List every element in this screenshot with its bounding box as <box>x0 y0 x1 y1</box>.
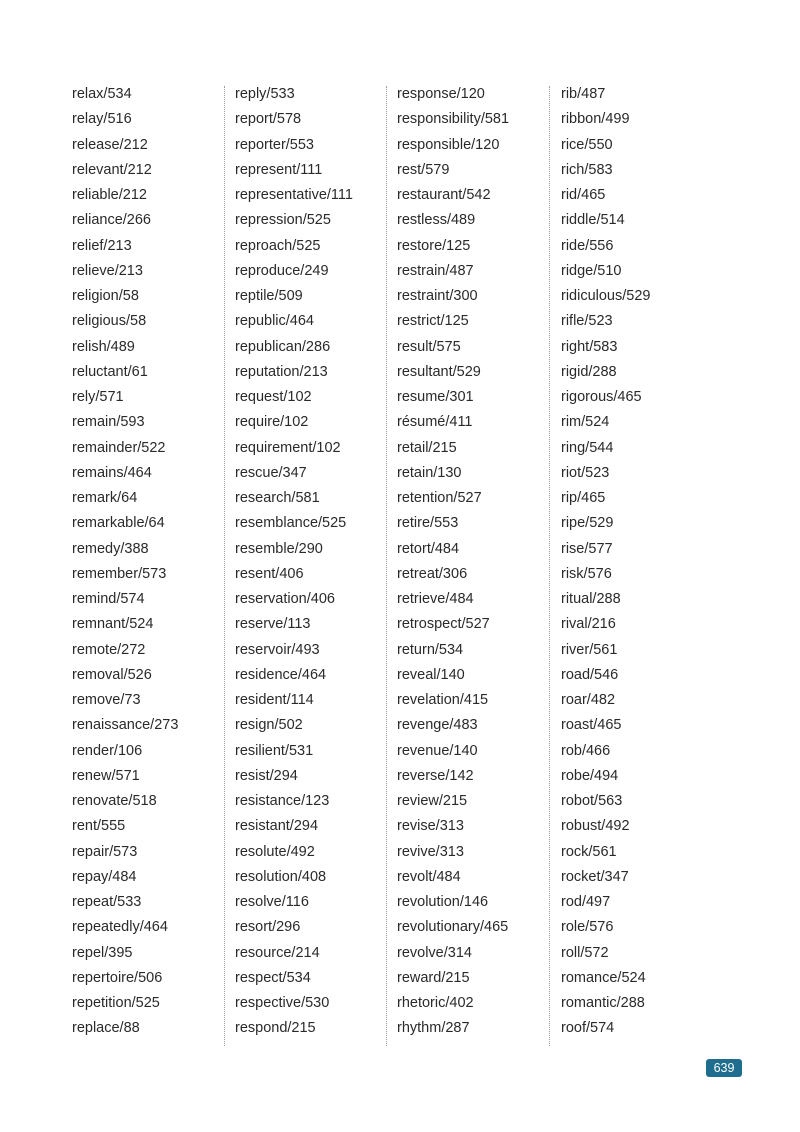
index-entry: repel/395 <box>72 944 133 961</box>
index-entry: ring/544 <box>561 439 614 456</box>
index-entry: ripe/529 <box>561 515 614 532</box>
index-entry: reply/533 <box>235 86 295 102</box>
index-entry: revolve/314 <box>397 944 472 961</box>
index-entry: respond/215 <box>235 1020 316 1037</box>
index-entry: responsible/120 <box>397 136 500 153</box>
index-entry: reproach/525 <box>235 237 321 254</box>
index-entry: retort/484 <box>397 540 460 557</box>
index-entry: resident/114 <box>235 692 314 708</box>
index-entry: removal/526 <box>72 666 152 683</box>
index-entry: rest/579 <box>397 161 450 178</box>
index-entry: rocket/347 <box>561 868 629 885</box>
index-entry: remarkable/64 <box>72 515 165 532</box>
index-entry: romance/524 <box>561 969 646 986</box>
index-entry: revolt/484 <box>397 868 461 885</box>
index-entry: reveal/140 <box>397 666 465 683</box>
index-entry: replace/88 <box>72 1020 140 1037</box>
index-entry: resemble/290 <box>235 540 323 557</box>
index-entry: retain/130 <box>397 464 462 481</box>
index-entry: remains/464 <box>72 464 152 481</box>
index-entry: represent/111 <box>235 161 323 178</box>
index-entry: republican/286 <box>235 338 331 355</box>
index-entry: remote/272 <box>72 641 146 658</box>
index-entry: result/575 <box>397 338 461 355</box>
index-entry: rigid/288 <box>561 363 617 380</box>
index-entry: religion/58 <box>72 288 139 304</box>
index-entry: release/212 <box>72 136 148 153</box>
index-entry: resistance/123 <box>235 793 330 809</box>
index-entry: resort/296 <box>235 919 301 936</box>
index-entry: rid/465 <box>561 187 606 203</box>
index-entry: restrict/125 <box>397 313 469 330</box>
index-entry: resent/406 <box>235 565 304 582</box>
index-entry: renovate/518 <box>72 793 157 809</box>
index-entry: rod/497 <box>561 894 611 910</box>
index-entry: revive/313 <box>397 843 464 860</box>
index-entry: resultant/529 <box>397 363 481 380</box>
index-entry: relay/516 <box>72 111 132 128</box>
index-entry: roast/465 <box>561 717 622 734</box>
index-entry: return/534 <box>397 641 464 658</box>
index-entry: risk/576 <box>561 565 612 582</box>
index-entry: responsibility/581 <box>397 111 510 128</box>
index-entry: retrieve/484 <box>397 591 474 607</box>
column-divider <box>224 86 225 1046</box>
index-entry: reporter/553 <box>235 136 314 153</box>
index-entry: relieve/213 <box>72 262 143 279</box>
index-entry: ride/556 <box>561 237 614 254</box>
index-entry: remainder/522 <box>72 439 166 456</box>
index-entry: resist/294 <box>235 767 298 784</box>
index-entry: retire/553 <box>397 515 459 532</box>
index-entry: ridiculous/529 <box>561 288 651 304</box>
index-entry: riddle/514 <box>561 212 625 229</box>
index-entry: reliable/212 <box>72 187 147 203</box>
index-entry: resistant/294 <box>235 818 319 835</box>
index-entry: resume/301 <box>397 389 474 405</box>
index-entry: revise/313 <box>397 818 464 835</box>
index-entry: reward/215 <box>397 969 470 986</box>
index-entry: revolutionary/465 <box>397 919 509 936</box>
index-entry: rob/466 <box>561 742 611 759</box>
index-entry: requirement/102 <box>235 439 341 456</box>
index-entry: repeatedly/464 <box>72 919 168 936</box>
index-entry: remnant/524 <box>72 616 154 633</box>
index-entry: right/583 <box>561 338 618 355</box>
index-entry: reliance/266 <box>72 212 151 229</box>
index-entry: report/578 <box>235 111 302 128</box>
index-entry: remove/73 <box>72 692 141 708</box>
index-entry: representative/111 <box>235 187 353 203</box>
index-entry: repression/525 <box>235 212 331 229</box>
index-entry: repetition/525 <box>72 995 160 1011</box>
index-entry: reservation/406 <box>235 591 335 607</box>
index-entry: rigorous/465 <box>561 389 642 405</box>
index-entry: republic/464 <box>235 313 314 330</box>
index-entry: rise/577 <box>561 540 613 557</box>
index-entry: rent/555 <box>72 818 126 835</box>
index-entry: require/102 <box>235 414 309 431</box>
index-entry: road/546 <box>561 666 619 683</box>
index-entry: remain/593 <box>72 414 145 431</box>
index-entry: reluctant/61 <box>72 363 148 380</box>
index-entry: ritual/288 <box>561 591 621 607</box>
column-divider <box>386 86 387 1046</box>
index-entry: renew/571 <box>72 767 140 784</box>
index-entry: rim/524 <box>561 414 610 431</box>
index-entry: relish/489 <box>72 338 135 355</box>
index-entry: reserve/113 <box>235 616 311 633</box>
index-entry: role/576 <box>561 919 614 936</box>
index-entry: résumé/411 <box>397 414 473 431</box>
index-entry: resilient/531 <box>235 742 314 759</box>
index-entry: restraint/300 <box>397 288 478 304</box>
index-entry: residence/464 <box>235 666 327 683</box>
index-entry: resign/502 <box>235 717 303 734</box>
index-entry: robust/492 <box>561 818 630 835</box>
index-entry: render/106 <box>72 742 143 759</box>
index-entry: resolve/116 <box>235 894 309 910</box>
index-entry: repeat/533 <box>72 894 142 910</box>
index-entry: request/102 <box>235 389 312 405</box>
index-entry: resolute/492 <box>235 843 315 860</box>
index-entry: response/120 <box>397 86 485 102</box>
index-entry: relief/213 <box>72 237 132 254</box>
index-entry: reverse/142 <box>397 767 474 784</box>
index-entry: review/215 <box>397 793 468 809</box>
index-entry: respect/534 <box>235 969 311 986</box>
index-entry: remark/64 <box>72 490 138 506</box>
index-entry: revolution/146 <box>397 894 489 910</box>
index-entry: roof/574 <box>561 1020 615 1037</box>
index-entry: roar/482 <box>561 692 616 708</box>
index-entry: rib/487 <box>561 86 606 102</box>
page-number-badge: 639 <box>706 1059 742 1077</box>
index-entry: religious/58 <box>72 313 147 330</box>
index-entry: rely/571 <box>72 389 124 405</box>
index-entry: rock/561 <box>561 843 617 860</box>
index-column-3 <box>397 82 509 1042</box>
index-entry: research/581 <box>235 490 320 506</box>
index-entry: restaurant/542 <box>397 187 491 203</box>
index-entry: rhetoric/402 <box>397 995 474 1011</box>
index-entry: reputation/213 <box>235 363 328 380</box>
index-entry: robe/494 <box>561 767 619 784</box>
index-entry: relevant/212 <box>72 161 152 178</box>
index-entry: romantic/288 <box>561 995 645 1011</box>
index-entry: rich/583 <box>561 161 613 178</box>
index-entry: rhythm/287 <box>397 1020 470 1037</box>
index-entry: restrain/487 <box>397 262 474 279</box>
index-entry: restore/125 <box>397 237 471 254</box>
index-entry: revenge/483 <box>397 717 478 734</box>
index-entry: repay/484 <box>72 868 137 885</box>
index-entry: robot/563 <box>561 793 623 809</box>
column-divider <box>549 86 550 1046</box>
index-entry: retail/215 <box>397 439 457 456</box>
index-entry: resource/214 <box>235 944 320 961</box>
index-entry: reproduce/249 <box>235 262 329 279</box>
index-entry: river/561 <box>561 641 618 658</box>
index-entry: resolution/408 <box>235 868 327 885</box>
index-column-4 <box>561 82 650 1042</box>
index-entry: rescue/347 <box>235 464 307 481</box>
index-entry: ribbon/499 <box>561 111 630 128</box>
index-entry: remedy/388 <box>72 540 149 557</box>
index-entry: resemblance/525 <box>235 515 347 532</box>
index-entry: restless/489 <box>397 212 476 229</box>
index-entry: retrospect/527 <box>397 616 490 633</box>
index-entry: remember/573 <box>72 565 167 582</box>
index-column-1 <box>72 82 178 1042</box>
index-entry: rip/465 <box>561 490 606 506</box>
index-entry: retention/527 <box>397 490 482 506</box>
index-entry: renaissance/273 <box>72 717 179 734</box>
index-entry: ridge/510 <box>561 262 622 279</box>
index-entry: repair/573 <box>72 843 138 860</box>
index-entry: rifle/523 <box>561 313 613 330</box>
index-entry: revenue/140 <box>397 742 478 759</box>
index-entry: reptile/509 <box>235 288 303 304</box>
index-entry: rice/550 <box>561 136 613 153</box>
index-entry: relax/534 <box>72 86 132 102</box>
index-entry: remind/574 <box>72 591 145 607</box>
index-entry: reservoir/493 <box>235 641 320 658</box>
index-entry: repertoire/506 <box>72 969 163 986</box>
index-entry: retreat/306 <box>397 565 468 582</box>
index-entry: respective/530 <box>235 995 330 1011</box>
index-entry: rival/216 <box>561 616 616 633</box>
index-entry: riot/523 <box>561 464 610 481</box>
index-column-2 <box>235 82 353 1042</box>
index-entry: roll/572 <box>561 944 609 961</box>
index-entry: revelation/415 <box>397 692 489 708</box>
